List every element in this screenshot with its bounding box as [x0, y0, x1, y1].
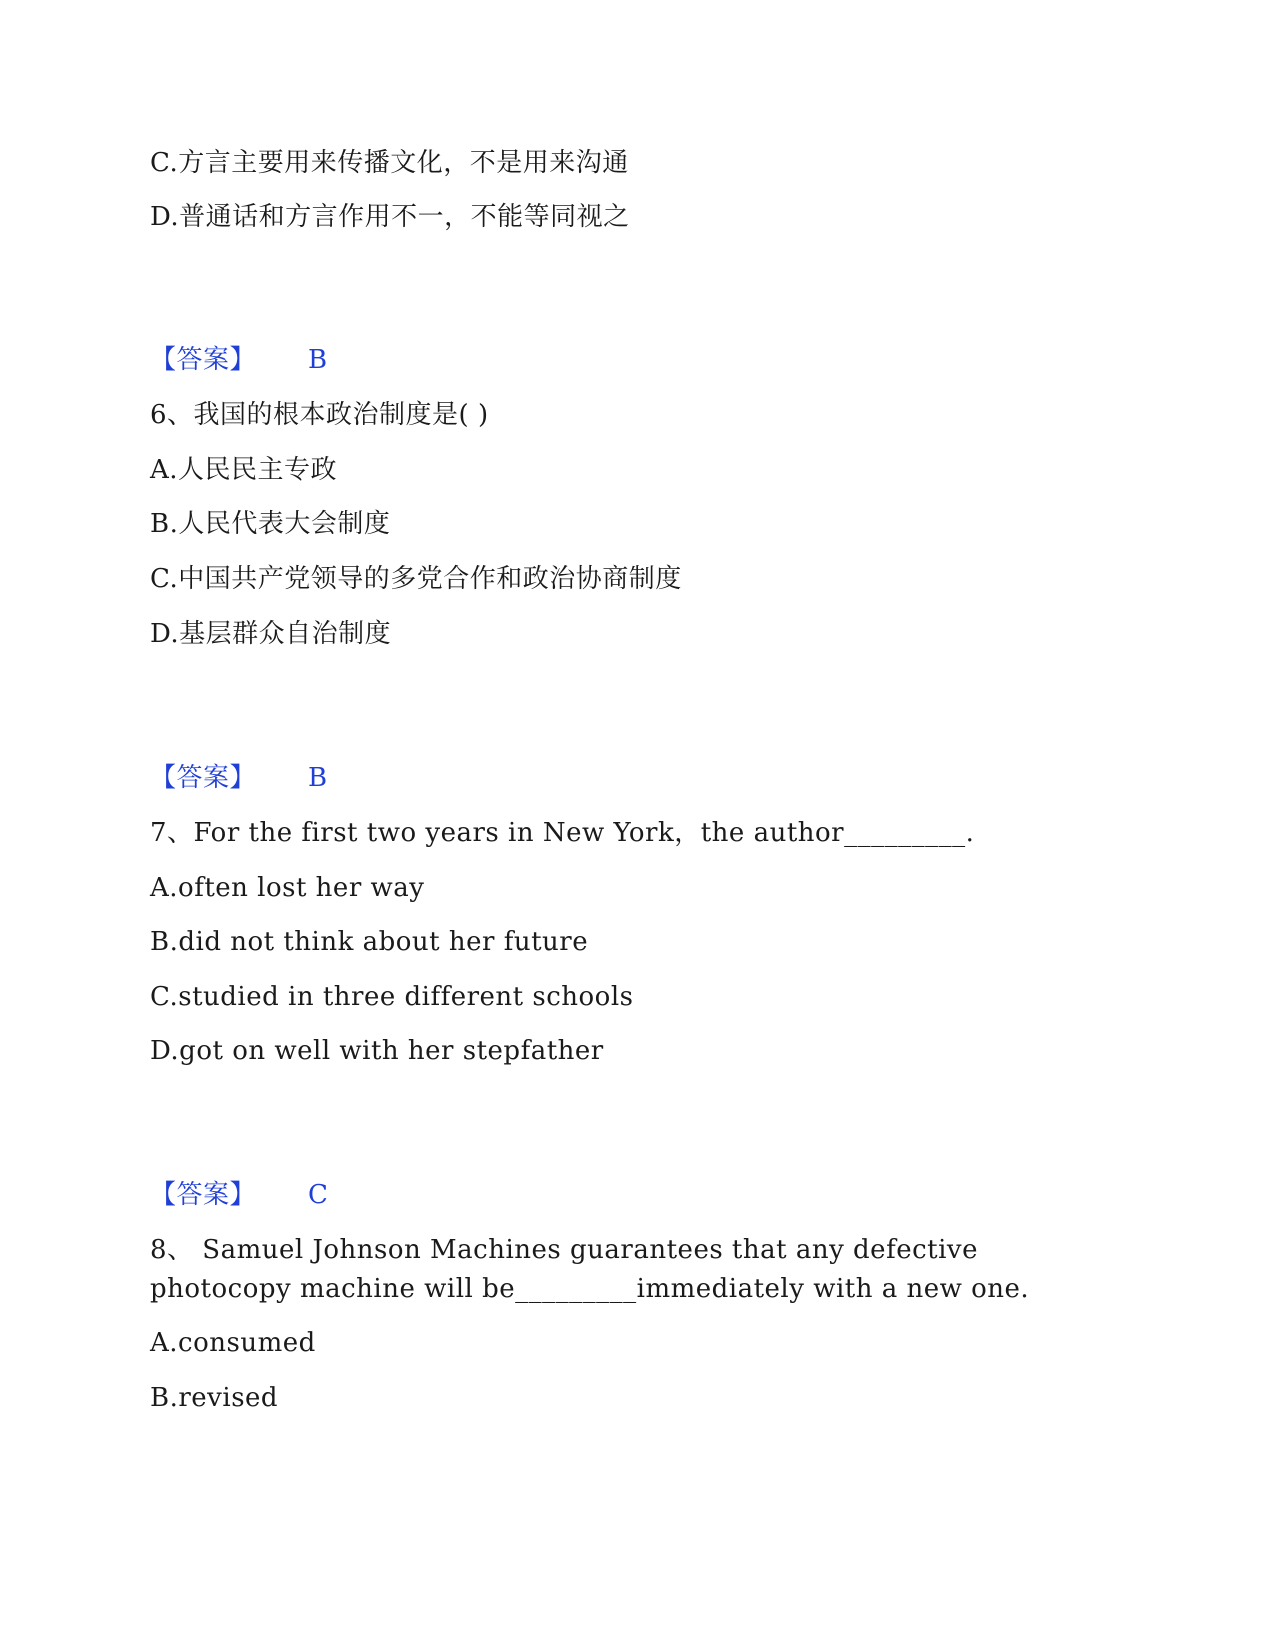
- answer-label: 【答案】: [150, 345, 257, 375]
- q6-question: 6、我国的根本政治制度是( ): [150, 400, 489, 430]
- q6-option-d: D.基层群众自治制度: [150, 619, 392, 649]
- q6-answer: [150, 761, 328, 795]
- q8-question-line1: 8、 Samuel Johnson Machines guarantees that any defective: [150, 1235, 978, 1265]
- answer-label: 【答案】: [150, 763, 257, 793]
- q7-question: 7、For the first two years in New York，the author_________.: [150, 818, 975, 848]
- q7-answer: [150, 1178, 328, 1212]
- q6-option-c: C.中国共产党领导的多党合作和政治协商制度: [150, 564, 682, 594]
- q8-question-line2: photocopy machine will be_________immediately with a new one.: [150, 1274, 1030, 1304]
- q7-option-d: D.got on well with her stepfather: [150, 1036, 604, 1066]
- q8-option-a: A.consumed: [150, 1328, 316, 1358]
- answer-label: 【答案】: [150, 1180, 257, 1210]
- answer-value: B: [308, 763, 328, 793]
- answer-value: C: [308, 1180, 329, 1210]
- q7-option-b: B.did not think about her future: [150, 927, 589, 957]
- q5-option-c: C.方言主要用来传播文化，不是用来沟通: [150, 148, 629, 178]
- answer-value: B: [308, 345, 328, 375]
- q5-option-d: D.普通话和方言作用不一，不能等同视之: [150, 202, 630, 232]
- q6-option-a: A.人民民主专政: [150, 455, 338, 485]
- q7-option-a: A.often lost her way: [150, 873, 425, 903]
- q5-answer: [150, 343, 328, 377]
- q8-option-b: B.revised: [150, 1383, 279, 1413]
- q6-option-b: B.人民代表大会制度: [150, 509, 391, 539]
- q7-option-c: C.studied in three different schools: [150, 982, 634, 1012]
